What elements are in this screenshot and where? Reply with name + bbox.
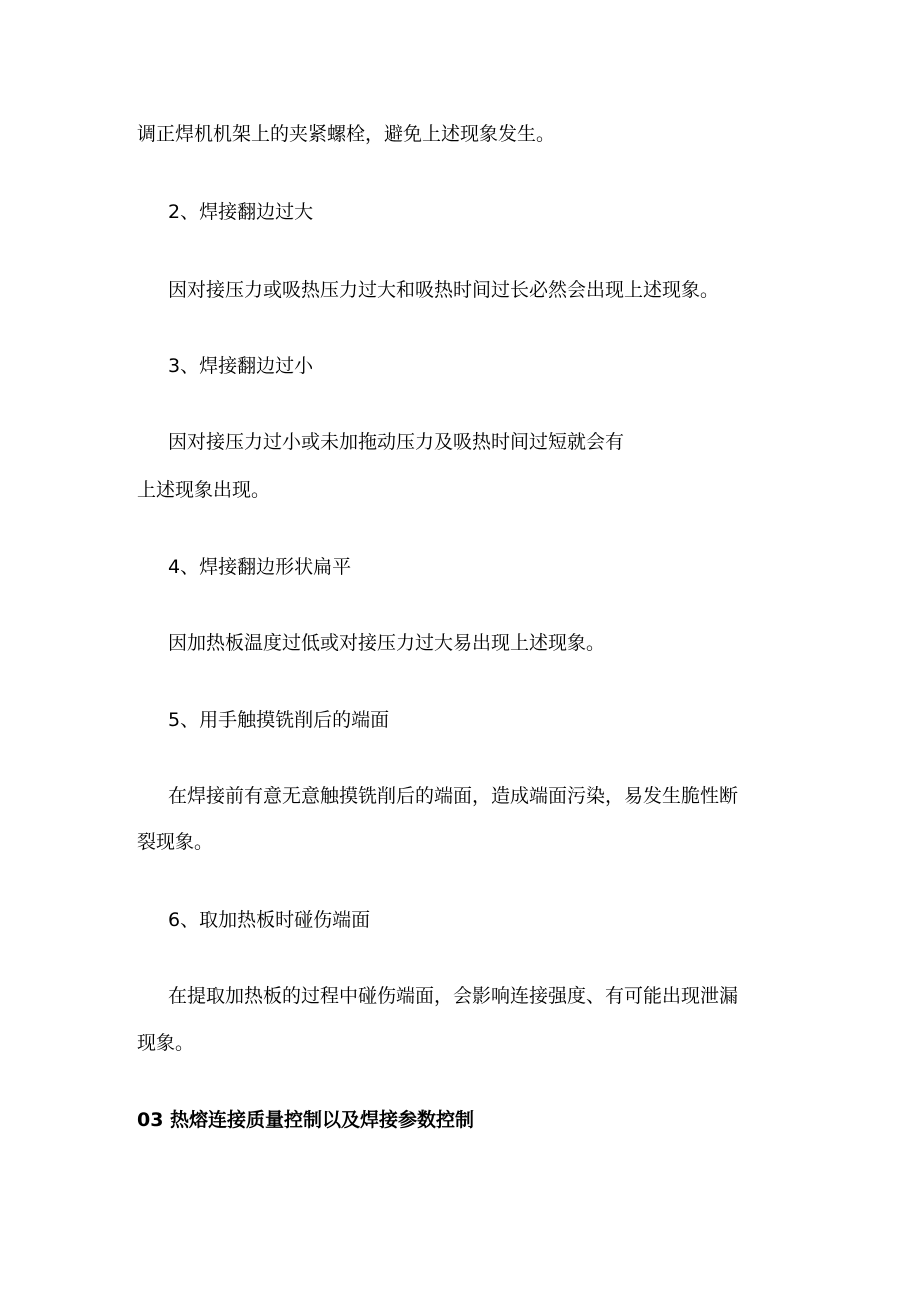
- paragraph-line: 因加热板温度过低或对接压力过大易出现上述现象。: [168, 632, 606, 654]
- paragraph-line: 在焊接前有意无意触摸铣削后的端面，造成端面污染，易发生脆性断: [168, 785, 739, 807]
- section-heading-4: 4、焊接翻边形状扁平: [168, 556, 352, 578]
- paragraph-line: 现象。: [137, 1032, 195, 1054]
- chapter-heading: 03 热熔连接质量控制以及焊接参数控制: [137, 1109, 475, 1131]
- paragraph-line: 调正焊机机架上的夹紧螺栓，避免上述现象发生。: [137, 123, 556, 145]
- section-heading-5: 5、用手触摸铣削后的端面: [168, 709, 390, 731]
- paragraph-line: 因对接压力或吸热压力过大和吸热时间过长必然会出现上述现象。: [168, 279, 720, 301]
- section-heading-3: 3、焊接翻边过小: [168, 355, 314, 377]
- section-heading-6: 6、取加热板时碰伤端面: [168, 909, 371, 931]
- paragraph-line: 在提取加热板的过程中碰伤端面，会影响连接强度、有可能出现泄漏: [168, 985, 739, 1007]
- section-heading-2: 2、焊接翻边过大: [168, 201, 314, 223]
- paragraph-line: 裂现象。: [137, 831, 214, 853]
- paragraph-line: 上述现象出现。: [137, 479, 271, 501]
- paragraph-line: 因对接压力过小或未加拖动压力及吸热时间过短就会有: [168, 431, 625, 453]
